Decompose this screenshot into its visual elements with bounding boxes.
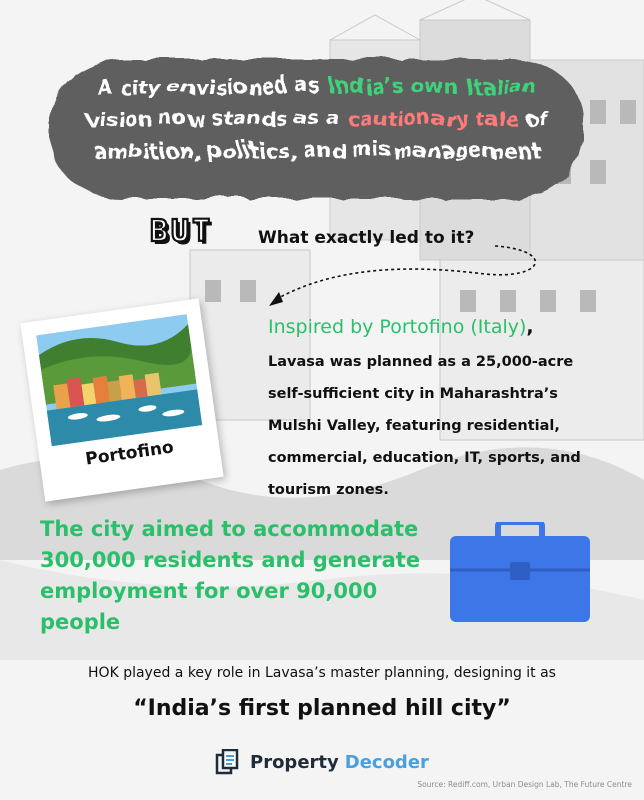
header-line2-tail: of (515, 104, 546, 128)
brand-name: Property (250, 751, 339, 773)
but-word: BUT (150, 214, 214, 249)
briefcase-icon (450, 522, 590, 622)
header-line-1 (48, 68, 580, 100)
inspired-body: Lavasa was planned as a 25,000-acre self-sufficient city in Maharashtra’s Mulshi Valley, featuring residential, commercial, education, IT, sports, and tourism zones. (268, 354, 581, 498)
header-highlight-green: India’s own Italian (326, 72, 535, 96)
brand (214, 748, 429, 776)
header-line-3: ambition, politics, and mismanagement (90, 136, 538, 160)
portofino-polaroid (20, 298, 223, 501)
dotted-arrow-icon (255, 240, 545, 320)
header-line2-text: vision now stands as a (82, 104, 345, 128)
portofino-photo (36, 314, 202, 446)
question-text: What exactly led to it? (258, 228, 475, 248)
source-text: Source: Rediff.com, Urban Design Lab, The Future Centre (417, 780, 632, 789)
aim-text: The city aimed to accommodate 300,000 residents and generate employment for over 90,000 people (40, 517, 421, 634)
polaroid-caption: Portofino (84, 437, 175, 470)
header-highlight-red: cautionary tale (344, 104, 516, 128)
header-line-2 (48, 100, 580, 132)
inspired-title (268, 316, 534, 338)
header-bubble (48, 56, 580, 196)
brand-name-highlight: Decoder (344, 751, 429, 773)
inspired-title-comma: , (526, 316, 534, 338)
brand-logo-icon (214, 749, 240, 775)
quote-text: “India’s first planned hill city” (133, 696, 511, 721)
header-line1-text: A city envisioned as (93, 72, 327, 96)
hok-text: HOK played a key role in Lavasa’s master planning, designing it as (88, 665, 556, 681)
inspired-title-text: Inspired by Portofino (Italy) (268, 316, 527, 338)
